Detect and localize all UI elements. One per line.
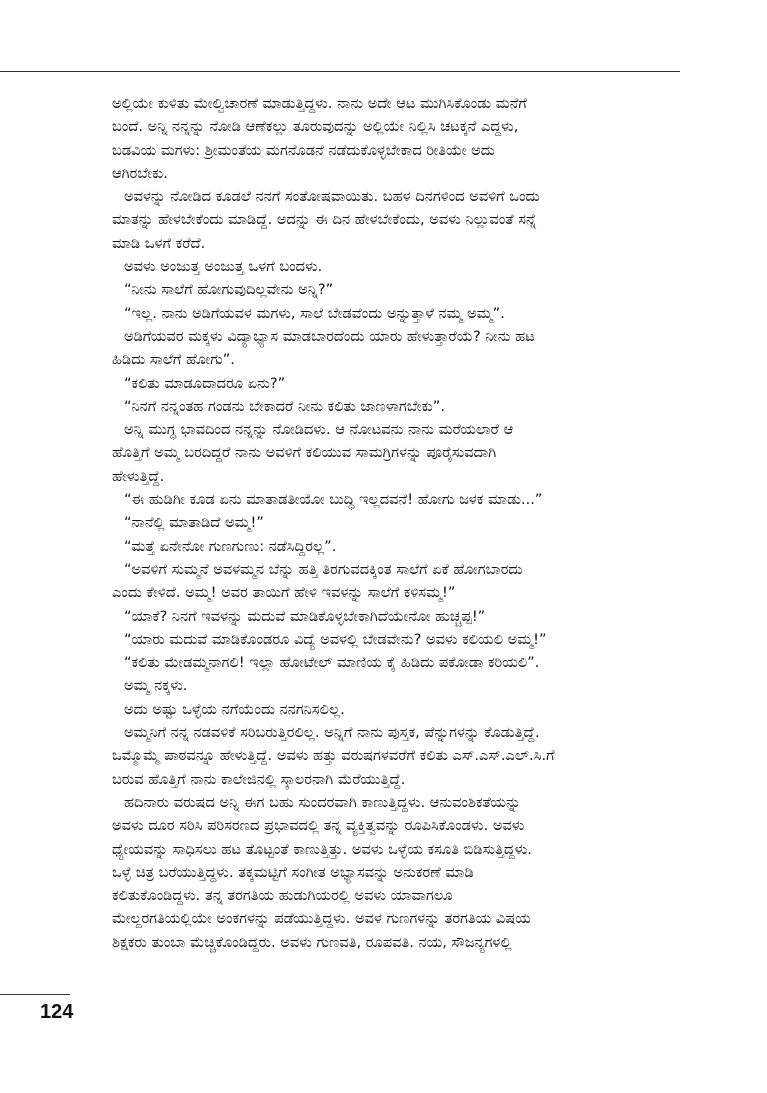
- text-line: “ಕಲಿತು ಮೇಡಮ್ಮನಾಗಲಿ! ಇಲ್ಲಾ ಹೋಟೇಲ್ ಮಾಣಿಯ ಕೈ ಹಿಡಿದು ಪಕೋಡಾ ಕರಿಯಲಿ”.: [124, 654, 540, 672]
- text-line: ಧ್ಯೇಯವನ್ನು ಸಾಧಿಸಲು ಹಟ ತೊಟ್ಟಂತೆ ಕಾಣುತ್ತಿತ್ತು. ಅವಳು ಒಳ್ಳೆಯ ಕಸೂತಿ ಬಿಡಿಸುತ್ತಿದ್ದಳು.: [112, 840, 532, 858]
- text-line: “ನಾನೆಲ್ಲಿ ಮಾತಾಡಿದೆ ಅಮ್ಮ!”: [124, 514, 264, 532]
- footer-rule: [0, 994, 70, 995]
- text-line: ಹದಿನಾರು ವರುಷದ ಅನ್ನಿ ಈಗ ಬಹು ಸುಂದರವಾಗಿ ಕಾಣುತ್ತಿದ್ದಳು. ಆನುವಂಶಿಕತೆಯನ್ನು: [124, 793, 521, 811]
- page-body-text: [112, 92, 672, 954]
- text-line: ಅಮ್ಮ ನಕ್ಕಳು.: [124, 677, 188, 695]
- text-line: ಆಗಿರಬೇಕು.: [112, 164, 168, 182]
- text-line: “ನಿನಗೆ ನನ್ನಂತಹ ಗಂಡನು ಬೇಕಾದರೆ ನೀನು ಕಲಿತು ಜಾಣಳಾಗಬೇಕು”.: [124, 397, 445, 415]
- text-line: “ಕಲಿತು ಮಾಡೂದಾದರೂ ಏನು?”: [124, 374, 286, 392]
- text-line: ಬಡವಿಯ ಮಗಳು: ಶ್ರೀಮಂತೆಯ ಮಗನೊಡನೆ ನಡೆದುಕೊಳ್ಳಬೇಕಾದ ರೀತಿಯೇ ಅದು: [112, 141, 495, 159]
- text-line: “ಈ ಹುಡಿಗೀ ಕೂಡ ಏನು ಮಾತಾಡತೀಯೋ ಬುದ್ಧಿ ಇಲ್ಲದವನೆ! ಹೋಗು ಜಳಕ ಮಾಡು...”: [124, 491, 543, 509]
- text-line: ಹಿಡಿದು ಸಾಲೆಗೆ ಹೋಗು”.: [112, 351, 235, 369]
- text-line: ಕಲಿತುಕೊಂಡಿದ್ದಳು. ತನ್ನ ತರಗತಿಯ ಹುಡುಗಿಯರಲ್ಲಿ ಅವಳು ಯಾವಾಗಲೂ: [112, 887, 453, 905]
- text-line: ಬರುವ ಹೊತ್ತಿಗೆ ನಾನು ಕಾಲೇಜಿನಲ್ಲಿ ಸ್ಕಾಲರನಾಗಿ ಮೆರೆಯುತ್ತಿದ್ದೆ.: [112, 770, 406, 788]
- text-line: “ಯಾಕೆ? ನಿನಗೆ ಇವಳನ್ನು ಮದುವೆ ಮಾಡಿಕೊಳ್ಳಬೇಕಾಗಿದೆಯೇನೋ ಹುಚ್ಚಪ್ಪ!”: [124, 607, 486, 625]
- page-number: 124: [40, 1001, 74, 1023]
- text-line: ಅನ್ನಿ ಮುಗ್ಧ ಭಾವದಿಂದ ನನ್ನನ್ನು ನೋಡಿದಳು. ಆ ನೋಟವನು ನಾನು ಮರೆಯಲಾರೆ ಆ: [124, 421, 514, 439]
- text-line: “ಮತ್ತೆ ಏನೇನೋ ಗುಣಗುಣು: ನಡೆಸಿದ್ದಿರಲ್ಲ”.: [124, 537, 337, 555]
- text-line: “ನೀನು ಸಾಲೆಗೆ ಹೋಗುವುದಿಲ್ಲವೇನು ಅನ್ನಿ?”: [124, 281, 334, 299]
- text-line: ಒಳ್ಳೆ ಚಿತ್ರ ಬರೆಯುತ್ತಿದ್ದಳು. ತಕ್ಕಮಟ್ಟಿಗೆ ಸಂಗೀತ ಅಭ್ಯಾಸವನ್ನು ಅನುಕರಣೆ ಮಾಡಿ: [112, 863, 474, 881]
- text-line: ಅದು ಅಷ್ಟು ಒಳ್ಳೆಯ ನಗೆಯೆಂದು ನನಗನಿಸಲಿಲ್ಲ.: [124, 700, 345, 718]
- text-line: ಹೇಳುತ್ತಿದ್ದೆ.: [112, 467, 165, 485]
- text-line: ಹೊತ್ತಿಗೆ ಅಮ್ಮ ಬರದಿದ್ದರೆ ನಾನು ಅವಳಿಗೆ ಕಲಿಯುವ ಸಾಮಗ್ರಿಗಳನ್ನು ಪೂರೈಸುವದಾಗಿ: [112, 444, 497, 462]
- text-line: “ಇಲ್ಲ. ನಾನು ಅಡಿಗೆಯವಳ ಮಗಳು, ಸಾಲೆ ಬೇಡವೆಂದು ಅನ್ನುತ್ತಾಳೆ ನಮ್ಮ ಅಮ್ಮ”.: [124, 304, 505, 322]
- header-rule: [0, 71, 680, 72]
- text-line: ಅಲ್ಲಿಯೇ ಕುಳಿತು ಮೇಲ್ವಿಚಾರಣೆ ಮಾಡುತ್ತಿದ್ದಳು. ನಾನು ಅದೇ ಆಟ ಮುಗಿಸಿಕೊಂಡು ಮನೆಗೆ: [112, 95, 527, 112]
- text-line: “ಯಾರು ಮದುವೆ ಮಾಡಿಕೊಂಡರೂ ವಿದ್ಯೆ ಅವಳಲ್ಲಿ ಬೇಡವೇನು? ಅವಳು ಕಲಿಯಲಿ ಅಮ್ಮ!”: [124, 630, 547, 648]
- text-line: ಅಡಿಗೆಯವರ ಮಕ್ಕಳು ವಿದ್ಯಾಭ್ಯಾಸ ಮಾಡಬಾರದೆಂದು ಯಾರು ಹೇಳುತ್ತಾರೆಯೆ? ನೀನು ಹಟ: [124, 327, 535, 345]
- text-line: ಅವಳು ದೂರ ಸರಿಸಿ ಪರಿಸರಣದ ಪ್ರಭಾವದಲ್ಲಿ ತನ್ನ ವ್ಯಕ್ತಿತ್ವವನ್ನು ರೂಪಿಸಿಕೊಂಡಳು. ಅವಳು: [112, 817, 525, 835]
- text-line: “ಅವಳಿಗೆ ಸುಮ್ಮನೆ ಅವಳಮ್ಮನ ಬೆನ್ನು ಹತ್ತಿ ತಿರಗುವದಕ್ಕಿಂತ ಸಾಲೆಗೆ ಏಕೆ ಹೋಗಬಾರದು: [124, 560, 523, 578]
- text-line: ಅಮ್ಮನಿಗೆ ನನ್ನ ನಡವಳಿಕೆ ಸರಿಬರುತ್ತಿರಲಿಲ್ಲ. ಅನ್ನಿಗೆ ನಾನು ಪುಸ್ತಕ, ಪೆನ್ನುಗಳನ್ನು ಕೊಡುತ್ತಿದ್ದೆ.: [124, 724, 540, 742]
- text-line: ಮೇಲ್ದರಗತಿಯಲ್ಲಿಯೇ ಅಂಕಗಳನ್ನು ಪಡೆಯುತ್ತಿದ್ದಳು. ಅವಳ ಗುಣಗಳನ್ನು ತರಗತಿಯ ವಿಷಯ: [112, 910, 531, 928]
- text-line: ಒಮ್ಮೊಮ್ಮೆ ಪಾಠವನ್ನೂ ಹೇಳುತ್ತಿದ್ದೆ. ಅವಳು ಹತ್ತು ವರುಷಗಳವರೆಗೆ ಕಲಿತು ಎಸ್.ಎಸ್.ಎಲ್.ಸಿ.ಗೆ: [112, 747, 555, 765]
- text-line: ಮಾಡಿ ಒಳಗೆ ಕರೆದೆ.: [112, 234, 206, 252]
- text-line: ಮಾತನ್ನು ಹೇಳಬೇಕೆಂದು ಮಾಡಿದ್ದೆ. ಅದನ್ನು ಈ ದಿನ ಹೇಳಬೇಕೆಂದು, ಅವಳು ನಿಲ್ಲುವಂತೆ ಸನ್ನೆ: [112, 211, 537, 229]
- text-line: ಶಿಕ್ಷಕರು ತುಂಬಾ ಮೆಚ್ಚಿಕೊಂಡಿದ್ದರು. ಅವಳು ಗುಣವತಿ, ರೂಪವತಿ. ನಯ, ಸೌಜನ್ಯಗಳಲ್ಲಿ: [112, 933, 512, 951]
- text-line: ಬಂದೆ. ಅನ್ನಿ ನನ್ನನ್ನು ನೋಡಿ ಆಣೆಕಲ್ಲು ತೂರುವುದನ್ನು ಅಲ್ಲಿಯೇ ನಿಲ್ಲಿಸಿ ಚಟಕ್ಕನೆ ಎದ್ದಳು,: [112, 118, 519, 136]
- text-line: ಅವಳು ಅಂಜುತ್ತ ಅಂಜುತ್ತ ಒಳಗೆ ಬಂದಳು.: [124, 258, 323, 276]
- text-line: ಅವಳನ್ನು ನೋಡಿದ ಕೂಡಲೆ ನನಗೆ ಸಂತೋಷವಾಯಿತು. ಬಹಳ ದಿನಗಳಿಂದ ಅವಳಿಗೆ ಒಂದು: [124, 188, 540, 206]
- text-line: ಎಂದು ಕೇಳಿದೆ. ಅಮ್ಮ! ಅವರ ತಾಯಿಗೆ ಹೇಳಿ ಇವಳನ್ನು ಸಾಲೆಗೆ ಕಳಿಸಮ್ಮ!”: [112, 584, 456, 602]
